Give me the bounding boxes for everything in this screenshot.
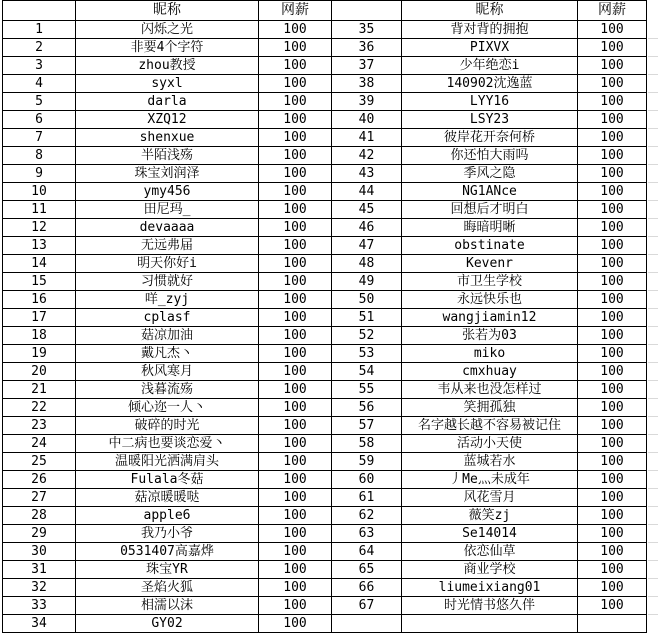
- rank-cell: 58: [332, 435, 402, 453]
- nickname-cell: 笑拥孤独: [402, 399, 578, 417]
- nickname-cell: 温暖阳光洒满肩头: [76, 453, 259, 471]
- salary-cell: 100: [578, 201, 647, 219]
- salary-cell: 100: [259, 417, 332, 435]
- salary-cell: 100: [259, 273, 332, 291]
- rank-cell: 12: [3, 219, 76, 237]
- salary-cell: 100: [259, 129, 332, 147]
- nickname-cell: NG1ANce: [402, 183, 578, 201]
- nickname-cell: 回想后才明白: [402, 201, 578, 219]
- salary-cell: 100: [259, 309, 332, 327]
- rank-cell: 37: [332, 57, 402, 75]
- nickname-cell: 菇凉加油: [76, 327, 259, 345]
- nickname-cell: 彼岸花开奈何桥: [402, 129, 578, 147]
- salary-cell: 100: [578, 525, 647, 543]
- nickname-cell: 市卫生学校: [402, 273, 578, 291]
- rank-cell: 14: [3, 255, 76, 273]
- nickname-cell: wangjiamin12: [402, 309, 578, 327]
- rank-cell: 10: [3, 183, 76, 201]
- nickname-cell: 圣焰火狐: [76, 579, 259, 597]
- salary-cell: 100: [578, 255, 647, 273]
- rank-cell: 41: [332, 129, 402, 147]
- salary-cell: 100: [259, 615, 332, 633]
- salary-cell: 100: [259, 327, 332, 345]
- nickname-cell: 季风之隐: [402, 165, 578, 183]
- salary-cell: 100: [578, 543, 647, 561]
- salary-cell: 100: [578, 363, 647, 381]
- rank-cell: 54: [332, 363, 402, 381]
- rank-cell: 11: [3, 201, 76, 219]
- nickname-cell: 薇笑zj: [402, 507, 578, 525]
- salary-cell: 100: [578, 327, 647, 345]
- nickname-cell: GY02: [76, 615, 259, 633]
- rank-cell: 40: [332, 111, 402, 129]
- rank-cell: 51: [332, 309, 402, 327]
- nickname-cell: 时光情书悠久伴: [402, 597, 578, 615]
- nickname-cell: 风花雪月: [402, 489, 578, 507]
- rank-cell: 35: [332, 21, 402, 39]
- nickname-cell: 相濡以沫: [76, 597, 259, 615]
- rank-cell: 9: [3, 165, 76, 183]
- nickname-cell: 背对背的拥抱: [402, 21, 578, 39]
- nickname-cell: 中二病也要谈恋爱丶: [76, 435, 259, 453]
- rank-cell: 44: [332, 183, 402, 201]
- nickname-cell: shenxue: [76, 129, 259, 147]
- table-row: [3, 471, 647, 489]
- nickname-cell: 140902沈逸蓝: [402, 75, 578, 93]
- table-row: [3, 255, 647, 273]
- rank-cell: 57: [332, 417, 402, 435]
- table-row: [3, 309, 647, 327]
- table-row: [3, 507, 647, 525]
- nickname-cell: PIXVX: [402, 39, 578, 57]
- table-row: [3, 381, 647, 399]
- table-row: [3, 75, 647, 93]
- rank-cell: 52: [332, 327, 402, 345]
- salary-cell: 100: [578, 129, 647, 147]
- salary-cell: 100: [259, 399, 332, 417]
- rank-cell: 56: [332, 399, 402, 417]
- nickname-cell: 浅暮流殇: [76, 381, 259, 399]
- table-row: [3, 111, 647, 129]
- table-row: [3, 201, 647, 219]
- rank-cell: 7: [3, 129, 76, 147]
- salary-header-left: 网薪: [259, 1, 332, 21]
- salary-cell: 100: [259, 39, 332, 57]
- table-row: [3, 345, 647, 363]
- salary-cell: 100: [259, 489, 332, 507]
- nickname-cell: 名字越长越不容易被记住: [402, 417, 578, 435]
- nickname-cell: 咩_zyj: [76, 291, 259, 309]
- rank-cell: 55: [332, 381, 402, 399]
- salary-cell: 100: [259, 381, 332, 399]
- salary-cell: 100: [578, 183, 647, 201]
- nickname-cell: obstinate: [402, 237, 578, 255]
- salary-cell: 100: [259, 237, 332, 255]
- rank-cell: 3: [3, 57, 76, 75]
- nickname-cell: Se14014: [402, 525, 578, 543]
- nickname-cell: 永远快乐也: [402, 291, 578, 309]
- table-row: [3, 327, 647, 345]
- table-row: [3, 237, 647, 255]
- rank-cell: 48: [332, 255, 402, 273]
- nickname-cell: 蓝城若水: [402, 453, 578, 471]
- rank-cell: 39: [332, 93, 402, 111]
- nickname-cell: 田尼玛_: [76, 201, 259, 219]
- nickname-cell: liumeixiang01: [402, 579, 578, 597]
- rank-cell: 43: [332, 165, 402, 183]
- salary-cell: 100: [578, 381, 647, 399]
- rank-cell: 64: [332, 543, 402, 561]
- table-row: [3, 417, 647, 435]
- rank-cell: 42: [332, 147, 402, 165]
- salary-cell: 100: [578, 21, 647, 39]
- rank-cell: [332, 615, 402, 633]
- table-row: [3, 543, 647, 561]
- salary-cell: 100: [578, 219, 647, 237]
- salary-roster-table: [2, 0, 647, 633]
- nickname-cell: 秋风寒月: [76, 363, 259, 381]
- rank-cell: 20: [3, 363, 76, 381]
- salary-cell: 100: [578, 75, 647, 93]
- salary-cell: 100: [259, 201, 332, 219]
- salary-cell: 100: [578, 579, 647, 597]
- nickname-cell: 非要4个字符: [76, 39, 259, 57]
- rank-cell: 21: [3, 381, 76, 399]
- rank-cell: 60: [332, 471, 402, 489]
- nickname-cell: 依恋仙草: [402, 543, 578, 561]
- rank-cell: 31: [3, 561, 76, 579]
- rank-cell: 65: [332, 561, 402, 579]
- table-row: [3, 219, 647, 237]
- salary-cell: 100: [578, 471, 647, 489]
- rank-cell: 25: [3, 453, 76, 471]
- rank-cell: 5: [3, 93, 76, 111]
- salary-cell: 100: [259, 255, 332, 273]
- rank-cell: 46: [332, 219, 402, 237]
- nickname-cell: 无远弗届: [76, 237, 259, 255]
- salary-cell: 100: [578, 291, 647, 309]
- rank-cell: 67: [332, 597, 402, 615]
- salary-cell: 100: [259, 453, 332, 471]
- salary-cell: 100: [259, 21, 332, 39]
- rank-cell: 23: [3, 417, 76, 435]
- nickname-cell: 韦从来也没怎样过: [402, 381, 578, 399]
- table-row: [3, 21, 647, 39]
- table-row: [3, 39, 647, 57]
- rank-cell: 61: [332, 489, 402, 507]
- rank-cell: 19: [3, 345, 76, 363]
- nickname-cell: miko: [402, 345, 578, 363]
- nickname-cell: 明天你好i: [76, 255, 259, 273]
- table-row: [3, 525, 647, 543]
- rank-cell: 53: [332, 345, 402, 363]
- rank-cell: 66: [332, 579, 402, 597]
- rank-cell: 2: [3, 39, 76, 57]
- rank-cell: 18: [3, 327, 76, 345]
- nickname-cell: devaaaa: [76, 219, 259, 237]
- nickname-cell: 破碎的时光: [76, 417, 259, 435]
- salary-cell: 100: [578, 435, 647, 453]
- table-row: [3, 597, 647, 615]
- nickname-cell: 张若为03: [402, 327, 578, 345]
- nickname-header-right: 昵称: [402, 1, 578, 21]
- nickname-cell: 商业学校: [402, 561, 578, 579]
- nickname-cell: 半陌浅殇: [76, 147, 259, 165]
- nickname-cell: Kevenr: [402, 255, 578, 273]
- salary-cell: 100: [578, 489, 647, 507]
- salary-cell: 100: [259, 597, 332, 615]
- table-row: [3, 93, 647, 111]
- salary-cell: 100: [578, 147, 647, 165]
- nickname-cell: 戴凡杰丶: [76, 345, 259, 363]
- salary-cell: 100: [578, 561, 647, 579]
- salary-cell: 100: [578, 345, 647, 363]
- table-row: [3, 489, 647, 507]
- nickname-cell: 晦暗明晰: [402, 219, 578, 237]
- salary-cell: 100: [578, 237, 647, 255]
- rank-cell: 17: [3, 309, 76, 327]
- rank-cell: 26: [3, 471, 76, 489]
- nickname-cell: 活动小天使: [402, 435, 578, 453]
- nickname-cell: zhou教授: [76, 57, 259, 75]
- header-row: [3, 1, 647, 21]
- nickname-cell: LSY23: [402, 111, 578, 129]
- salary-cell: 100: [578, 273, 647, 291]
- table-row: [3, 129, 647, 147]
- rank-cell: 16: [3, 291, 76, 309]
- rank-cell: 34: [3, 615, 76, 633]
- rank-cell: 22: [3, 399, 76, 417]
- salary-cell: 100: [578, 453, 647, 471]
- salary-cell: 100: [259, 57, 332, 75]
- nickname-cell: cmxhuay: [402, 363, 578, 381]
- salary-cell: 100: [578, 57, 647, 75]
- salary-cell: 100: [259, 561, 332, 579]
- salary-cell: 100: [259, 579, 332, 597]
- salary-cell: 100: [578, 597, 647, 615]
- rank-cell: 32: [3, 579, 76, 597]
- nickname-cell: 菇凉暖暖哒: [76, 489, 259, 507]
- rank-cell: 63: [332, 525, 402, 543]
- rank-cell: 13: [3, 237, 76, 255]
- nickname-cell: LYY16: [402, 93, 578, 111]
- nickname-cell: XZQ12: [76, 111, 259, 129]
- rank-cell: 15: [3, 273, 76, 291]
- roster-tbody: [3, 21, 647, 633]
- table-row: [3, 273, 647, 291]
- salary-cell: 100: [259, 165, 332, 183]
- table-row: [3, 183, 647, 201]
- nickname-cell: [402, 615, 578, 633]
- rank-cell: 4: [3, 75, 76, 93]
- salary-cell: 100: [578, 39, 647, 57]
- salary-cell: 100: [259, 345, 332, 363]
- rank-cell: 38: [332, 75, 402, 93]
- rank-cell: 24: [3, 435, 76, 453]
- table-row: [3, 615, 647, 633]
- nickname-cell: 丿Me灬未成年: [402, 471, 578, 489]
- nickname-cell: 0531407高嘉烨: [76, 543, 259, 561]
- rank-cell: 50: [332, 291, 402, 309]
- table-row: [3, 165, 647, 183]
- nickname-cell: 珠宝YR: [76, 561, 259, 579]
- salary-cell: 100: [259, 507, 332, 525]
- salary-header-right: 网薪: [578, 1, 647, 21]
- nickname-header-left: 昵称: [76, 1, 259, 21]
- nickname-cell: 珠宝刘润泽: [76, 165, 259, 183]
- salary-cell: 100: [259, 147, 332, 165]
- rank-cell: 27: [3, 489, 76, 507]
- rank-cell: 36: [332, 39, 402, 57]
- salary-cell: 100: [578, 165, 647, 183]
- rank-cell: 45: [332, 201, 402, 219]
- salary-cell: 100: [259, 183, 332, 201]
- rank-header-left: [3, 1, 76, 21]
- salary-cell: 100: [578, 309, 647, 327]
- salary-cell: 100: [259, 525, 332, 543]
- salary-cell: 100: [578, 111, 647, 129]
- rank-cell: 6: [3, 111, 76, 129]
- nickname-cell: 你还怕大雨吗: [402, 147, 578, 165]
- nickname-cell: ymy456: [76, 183, 259, 201]
- salary-cell: 100: [578, 93, 647, 111]
- nickname-cell: 习惯就好: [76, 273, 259, 291]
- nickname-cell: darla: [76, 93, 259, 111]
- table-row: [3, 561, 647, 579]
- table-row: [3, 57, 647, 75]
- nickname-cell: 我乃小爷: [76, 525, 259, 543]
- table-row: [3, 435, 647, 453]
- table-row: [3, 363, 647, 381]
- rank-cell: 8: [3, 147, 76, 165]
- salary-cell: 100: [259, 435, 332, 453]
- rank-cell: 30: [3, 543, 76, 561]
- table-row: [3, 291, 647, 309]
- nickname-cell: 少年绝恋i: [402, 57, 578, 75]
- rank-cell: 59: [332, 453, 402, 471]
- table-row: [3, 453, 647, 471]
- table-row: [3, 399, 647, 417]
- rank-cell: 29: [3, 525, 76, 543]
- salary-cell: 100: [259, 291, 332, 309]
- rank-cell: 47: [332, 237, 402, 255]
- spreadsheet-gridlines: [648, 21, 658, 632]
- nickname-cell: syxl: [76, 75, 259, 93]
- salary-cell: 100: [259, 219, 332, 237]
- nickname-cell: cplasf: [76, 309, 259, 327]
- rank-header-right: [332, 1, 402, 21]
- salary-cell: 100: [578, 399, 647, 417]
- rank-cell: 49: [332, 273, 402, 291]
- nickname-cell: 倾心迩一人丶: [76, 399, 259, 417]
- table-row: [3, 147, 647, 165]
- salary-cell: 100: [259, 111, 332, 129]
- salary-cell: 100: [259, 363, 332, 381]
- rank-cell: 33: [3, 597, 76, 615]
- rank-cell: 28: [3, 507, 76, 525]
- nickname-cell: Fulala冬菇: [76, 471, 259, 489]
- rank-cell: 62: [332, 507, 402, 525]
- salary-cell: 100: [578, 417, 647, 435]
- salary-cell: 100: [259, 471, 332, 489]
- salary-cell: 100: [259, 75, 332, 93]
- nickname-cell: apple6: [76, 507, 259, 525]
- salary-cell: 100: [578, 507, 647, 525]
- nickname-cell: 闪烁之光: [76, 21, 259, 39]
- table-header: [3, 1, 647, 21]
- salary-cell: [578, 615, 647, 633]
- rank-cell: 1: [3, 21, 76, 39]
- salary-cell: 100: [259, 93, 332, 111]
- salary-cell: 100: [259, 543, 332, 561]
- table-row: [3, 579, 647, 597]
